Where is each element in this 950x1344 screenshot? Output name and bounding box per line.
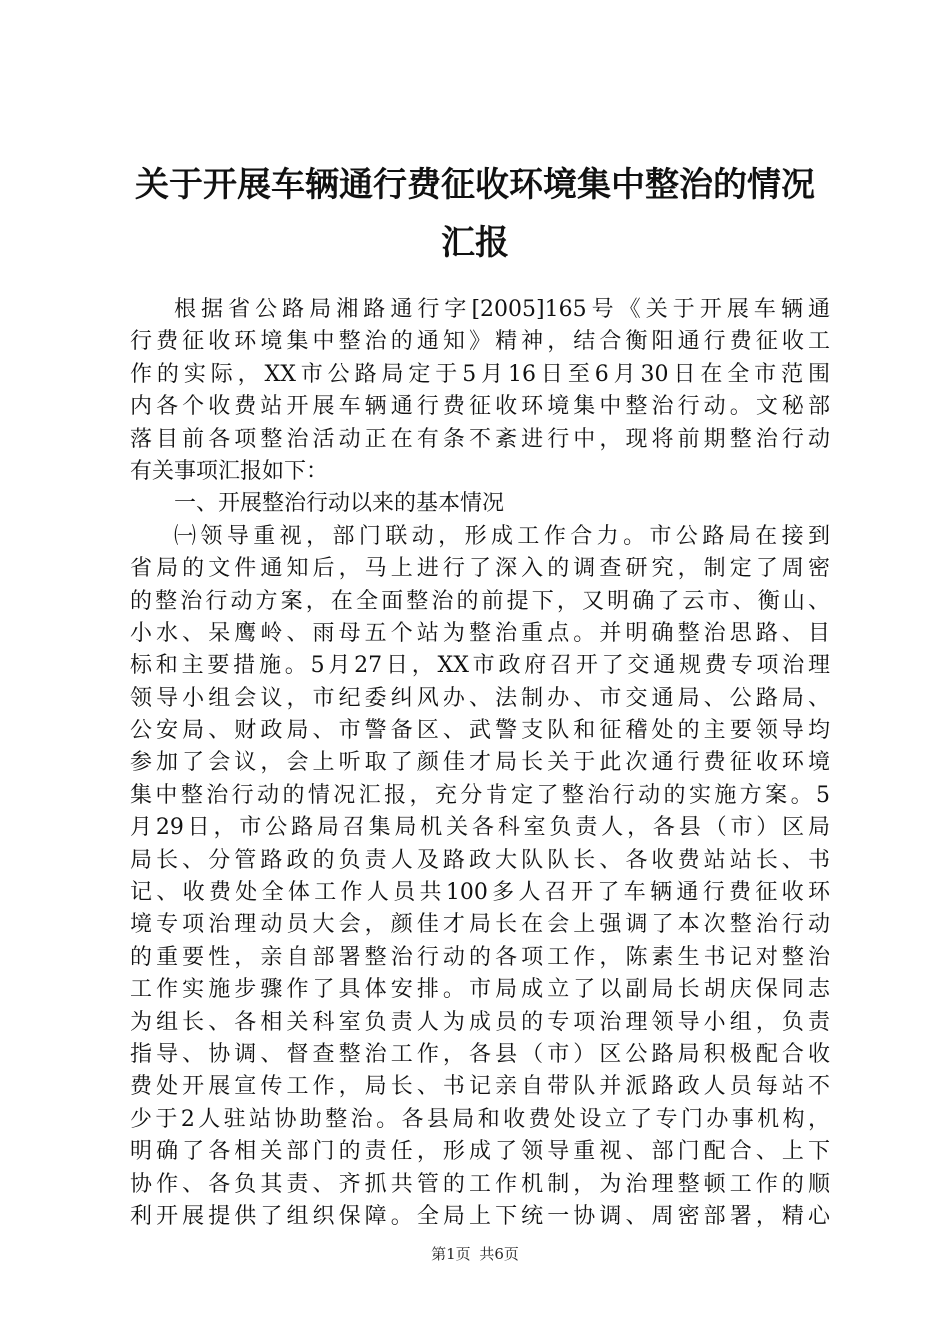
body-line: 行费征收环境集中整治的通知》精神，结合衡阳通行费征收工: [130, 329, 830, 355]
body-line: 小水、呆鹰岭、雨母五个站为整治重点。并明确整治思路、目: [130, 620, 830, 646]
body-line: 根据省公路局湘路通行字[2005]165号《关于开展车辆通: [174, 297, 830, 322]
body-line: 明确了各相关部门的责任，形成了领导重视、部门配合、上下: [130, 1139, 830, 1165]
section-heading: 一、开展整治行动以来的基本情况: [174, 491, 505, 517]
body-line: 记、收费处全体工作人员共100多人召开了车辆通行费征收环: [130, 880, 830, 906]
page-footer: [0, 1244, 950, 1264]
body-line: 局长、分管路政的负责人及路政大队队长、各收费站站长、书: [130, 847, 830, 873]
body-line: 落目前各项整治活动正在有条不紊进行中，现将前期整治行动: [130, 426, 830, 452]
body-line: 有关事项汇报如下：: [130, 458, 329, 484]
body-line: 利开展提供了组织保障。全局上下统一协调、周密部署，精心: [130, 1203, 830, 1229]
document-title-line-1: 关于开展车辆通行费征收环境集中整治的情况: [135, 165, 815, 205]
page-total: 共6页: [479, 1245, 519, 1263]
body-line: 协作、各负其责、齐抓共管的工作机制，为治理整顿工作的顺: [130, 1171, 830, 1197]
body-line: 参加了会议，会上听取了颜佳才局长关于此次通行费征收环境: [130, 750, 830, 776]
body-line: 少于2人驻站协助整治。各县局和收费处设立了专门办事机构，: [130, 1106, 830, 1132]
body-line: 公安局、财政局、市警备区、武警支队和征稽处的主要领导均: [130, 718, 830, 744]
body-line: 省局的文件通知后，马上进行了深入的调查研究，制定了周密: [130, 556, 830, 582]
body-line: 月29日，市公路局召集局机关各科室负责人，各县（市）区局: [130, 815, 830, 841]
body-line: 集中整治行动的情况汇报，充分肯定了整治行动的实施方案。5: [130, 782, 830, 808]
body-line: 的整治行动方案，在全面整治的前提下，又明确了云市、衡山、: [130, 588, 830, 614]
body-line: 工作实施步骤作了具体安排。市局成立了以副局长胡庆保同志: [130, 977, 830, 1003]
body-line: 境专项治理动员大会，颜佳才局长在会上强调了本次整治行动: [130, 912, 830, 938]
body-line: 标和主要措施。5月27日，XX市政府召开了交通规费专项治理: [130, 653, 830, 679]
body-line: 领导小组会议，市纪委纠风办、法制办、市交通局、公路局、: [130, 685, 830, 711]
body-line: 的重要性，亲自部署整治行动的各项工作，陈素生书记对整治: [130, 944, 830, 970]
body-line: 指导、协调、督查整治工作，各县（市）区公路局积极配合收: [130, 1041, 830, 1067]
body-line: 作的实际，XX市公路局定于5月16日至6月30日在全市范围: [130, 361, 830, 387]
body-line: 为组长、各相关科室负责人为成员的专项治理领导小组，负责: [130, 1009, 830, 1035]
body-line: 内各个收费站开展车辆通行费征收环境集中整治行动。文秘部: [130, 394, 830, 420]
page-number: 第1页: [431, 1245, 471, 1263]
document-body: [130, 294, 830, 1233]
body-line: ㈠领导重视，部门联动，形成工作合力。市公路局在接到: [174, 523, 830, 549]
document-title-line-2: 汇报: [441, 223, 509, 263]
body-line: 费处开展宣传工作，局长、书记亲自带队并派路政人员每站不: [130, 1074, 830, 1100]
